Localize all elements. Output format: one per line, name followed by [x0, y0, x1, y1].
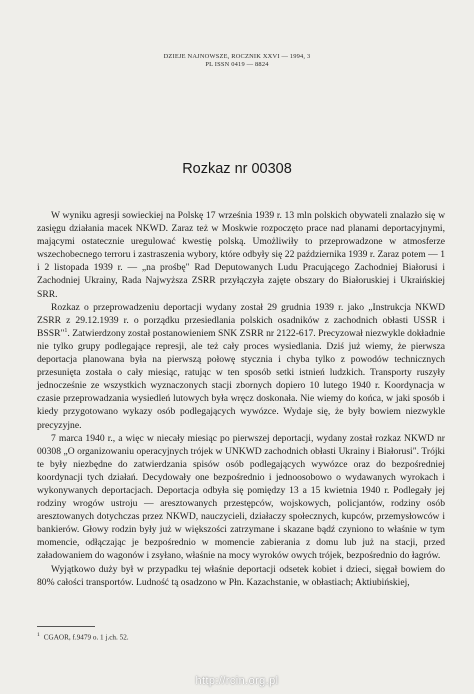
footnote-text: CGAOR, f.9479 o. 1 j.ch. 52.	[43, 633, 129, 642]
footnote	[37, 631, 129, 642]
paragraph-2	[37, 301, 445, 432]
journal-header-line1: DZIEJE NAJNOWSZE, ROCZNIK XXVI — 1994, 3	[163, 53, 311, 60]
footnote-ref[interactable]: 1	[64, 327, 68, 334]
paragraph-4: Wyjątkowo duży był w przypadku tej właśnie deportacji odsetek kobiet i dzieci, sięgał bowiem do 80% całości transportów. Ludność tą osadzono w Płn. Kazachstanie, w obłastiach; Aktiubińskiej,	[37, 563, 445, 588]
paragraph-3: 7 marca 1940 r., a więc w niecały miesiąc po pierwszej deportacji, wydany został rozkaz NKWD nr 00308 „O organizowaniu operacyjnych trójek w UNKWD zachodnich obłasti Ukrainy i Białorusi". Trójki te były niezbędne do zatwierdzania spisów osób podlegających wywózce oraz do bezpośredniej koordynacji tych działań. Decydowały one bezpośrednio i jednoosobowo o wydawanych wyrokach i wykonywanych deportacjach. Deportacja odbyła się pomiędzy 13 a 15 kwietnia 1940 r. Podlegały jej rodziny wrogów ustroju — aresztowanych przestępców, wojskowych, policjantów, rodziny osób aresztowanych dotychczas przez NKWD, nauczycieli, działaczy społecznych, kupców, przemysłowców i bankierów. Głowy rodzin były już w większości zatrzymane i skazane bądź czyniono to właśnie w tym momencie, odłączając je bezpośrednio w momencie zabierania z domu lub już na stacji, przed załadowaniem do wagonów i zsyłano, właśnie na mocy wyroków owych trójek, bezpośrednio do łagrów.	[37, 432, 445, 562]
paragraph-2-part-a: Rozkaz o przeprowadzeniu deportacji wydany został 29 grudnia 1939 r. jako „Instrukcja NKWD ZSRR z 29.12.1939 r. o porządku przesiedlania polskich osadników z zachodnich obłasti USSR i BSSR"	[37, 301, 445, 339]
article-title: Rozkaz nr 00308	[182, 161, 292, 177]
journal-header-line2: PL ISSN 0419 — 8824	[205, 61, 269, 69]
journal-header	[0, 53, 474, 70]
footnote-number: 1	[37, 632, 40, 638]
article-body	[37, 209, 445, 589]
footnote-divider	[37, 626, 95, 627]
paragraph-1: W wyniku agresji sowieckiej na Polskę 17 września 1939 r. 13 mln polskich obywateli znalazło się w zasięgu działania macek NKWD. Zaraz też w Moskwie rozpoczęto prace nad planami deportacyjnymi, mającymi ostatecznie uregulować kwestię polską. Umożliwiły to przeprowadzone w atmosferze wszechobecnego terroru i zastraszenia wybory, które odbyły się 22 października 1939 r. Zaraz potem — 1 i 2 listopada 1939 r. — „na prośbę" Rad Deputowanych Ludu Pracującego Zachodniej Białorusi i Zachodniej Ukrainy, Rada Najwyższa ZSRR przyłączyła zajęte obszary do Białoruskiej i Ukraińskiej SRR.	[37, 210, 445, 300]
watermark-url: http://rcin.org.pl	[195, 675, 279, 687]
paragraph-2-part-b: . Zatwierdzony został postanowieniem SNK ZSRR nr 2122-617. Precyzował niezwykle dokładnie nie tylko grupy podlegające represji, ale też cały proces wysiedlania. Dziś już wiemy, że pierwsza deportacja planowana była na pierwszą połowę stycznia i chyba tylko z powodów technicznych przesunięta została o cały miesiąc, ratując w ten sposób setki istnień ludzkich. Transporty ruszyły jednocześnie ze wszystkich wyznaczonych stacji zbornych dopiero 10 lutego 1940 r. Koordynacja w czasie przeprowadzania wysiedleń lutowych była wręcz doskonała. Nie wiemy do końca, w jaki sposób i kiedy przygotowano wykazy osób podlegających wywózce. Wydaje się, że były bowiem niezwykle precyzyjne.	[37, 327, 445, 431]
